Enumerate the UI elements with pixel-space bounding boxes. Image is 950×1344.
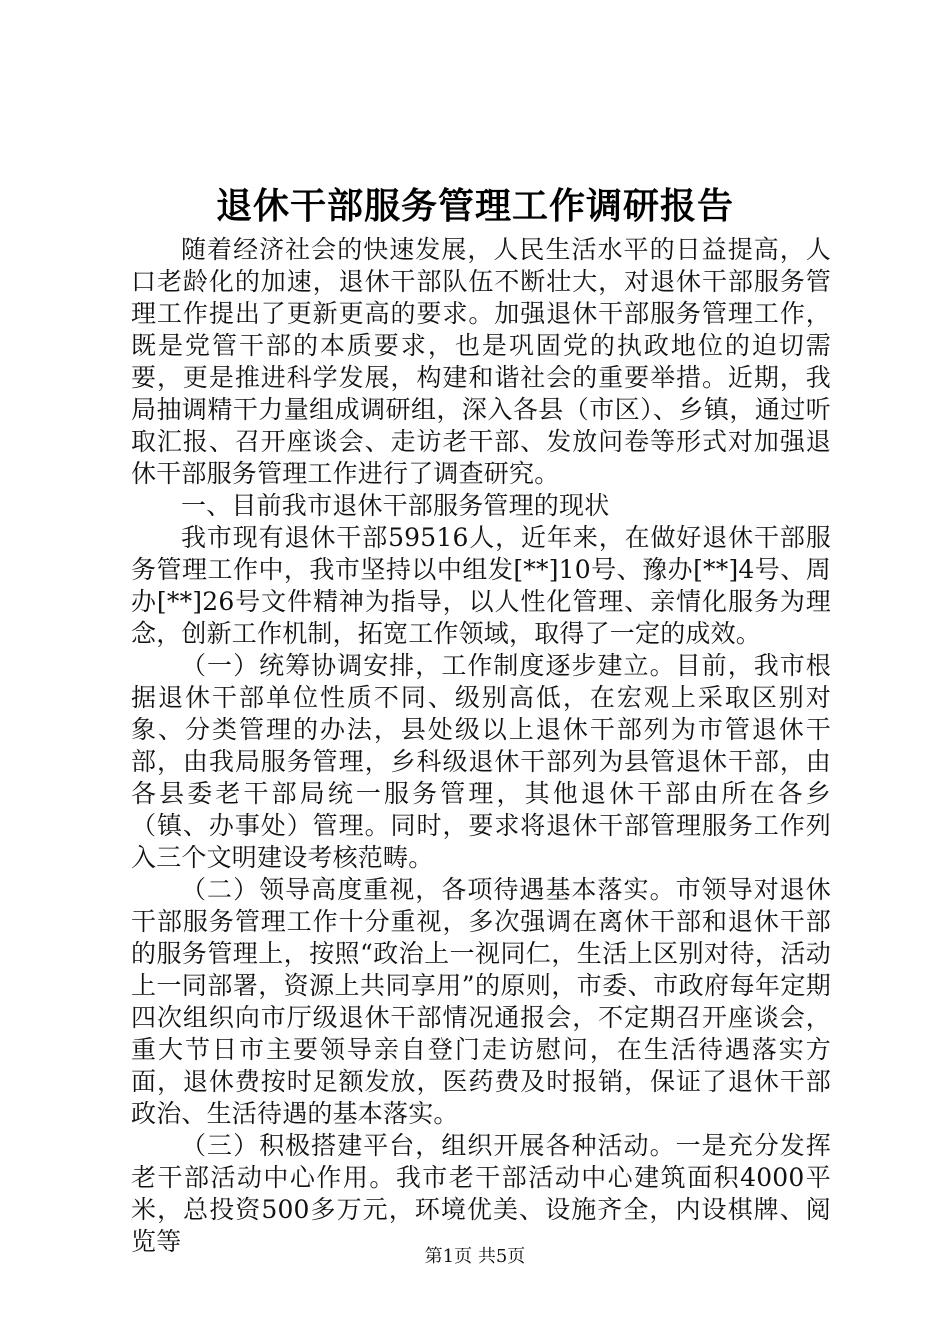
paragraph-point-2: （二）领导高度重视，各项待遇基本落实。市领导对退休干部服务管理工作十分重视，多次强调在离休干部和退休干部的服务管理上，按照“政治上一视同仁，生活上区别对待，活动上一同部署，资源上共同享用”的原则，市委、市政府每年定期四次组织向市厅级退休干部情况通报会，不定期召开座谈会，重大节日市主要领导亲自登门走访慰问，在生活待遇落实方面，退休费按时足额发放，医药费及时报销，保证了退休干部政治、生活待遇的基本落实。 [131,875,831,1128]
paragraph-intro: 随着经济社会的快速发展，人民生活水平的日益提高，人口老龄化的加速，退休干部队伍不断壮大，对退休干部服务管理工作提出了更新更高的要求。加强退休干部服务管理工作，既是党管干部的本质要求，也是巩固党的执政地位的迫切需要，更是推进科学发展，构建和谐社会的重要举措。近期，我局抽调精干力量组成调研组，深入各县（市区）、乡镇，通过听取汇报、召开座谈会、走访老干部、发放问卷等形式对加强退休干部服务管理工作进行了调查研究。 [131,235,831,488]
paragraph-overview: 我市现有退休干部59516人，近年来，在做好退休干部服务管理工作中，我市坚持以中组发[**]10号、豫办[**]4号、周办[**]26号文件精神为指导，以人性化管理、亲情化服务为理念，创新工作机制，拓宽工作领域，取得了一定的成效。 [131,523,831,648]
paragraph-point-1: （一）统筹协调安排，工作制度逐步建立。目前，我市根据退休干部单位性质不同、级别高低，在宏观上采取区别对象、分类管理的办法，县处级以上退休干部列为市管退休干部，由我局服务管理，乡科级退休干部列为县管退休干部，由各县委老干部局统一服务管理，其他退休干部由所在各乡（镇、办事处）管理。同时，要求将退休干部管理服务工作列入三个文明建设考核范畴。 [131,651,831,872]
section-heading-status: 一、目前我市退休干部服务管理的现状 [181,491,610,520]
document-body [131,234,831,1258]
document-title: 退休干部服务管理工作调研报告 [215,185,734,227]
paragraph-point-3: （三）积极搭建平台，组织开展各种活动。一是充分发挥老干部活动中心作用。我市老干部活动中心建筑面积4000平米，总投资500多万元，环境优美、设施齐全，内设棋牌、阅览等 [131,1131,831,1256]
page-number-footer: 第1页 共5页 [424,1246,526,1267]
